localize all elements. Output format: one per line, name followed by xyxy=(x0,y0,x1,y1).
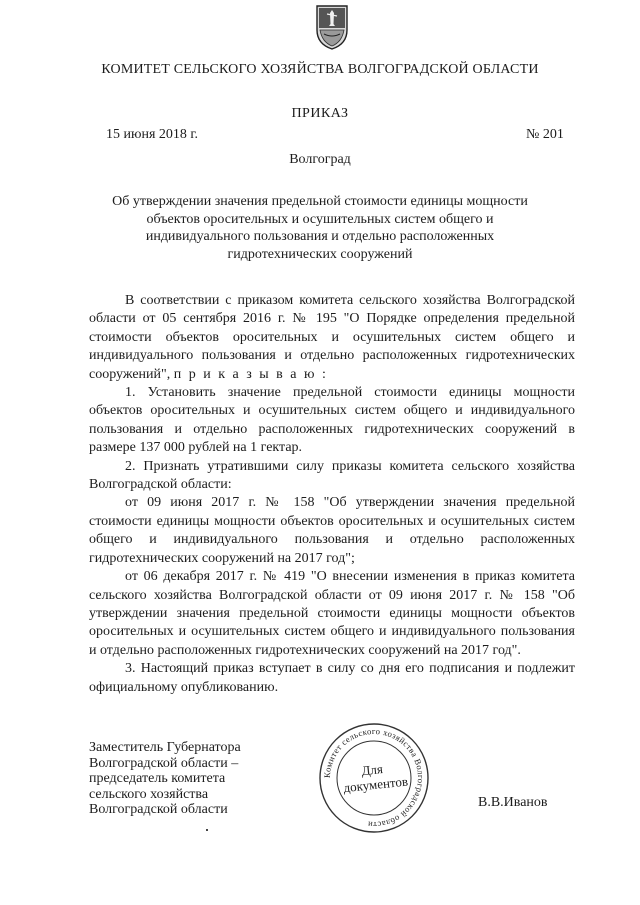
document-type: ПРИКАЗ xyxy=(291,106,349,121)
signer-line: сельского хозяйства xyxy=(89,786,209,802)
order-number: № 201 xyxy=(526,127,564,142)
coat-of-arms-icon xyxy=(314,4,350,50)
signer-line: Заместитель Губернатора xyxy=(89,740,241,755)
signer-line: Волгоградской области – xyxy=(89,755,239,771)
signer-position xyxy=(89,740,241,818)
stamp-center-line: документов xyxy=(342,773,409,796)
order-city: Волгоград xyxy=(289,152,351,167)
item-2: 2. Признать утратившими силу приказы комитета сельского хозяйства Волгоградской области: xyxy=(89,458,575,493)
item-1: 1. Установить значение предельной стоимости единицы мощности объектов оросительных и осушительных систем общего и индивидуального пользования и отдельно расположенных гидротехнических сооружений в размере 137 000 рублей на 1 гектар. xyxy=(89,385,575,456)
title-line: гидротехнических сооружений xyxy=(227,246,413,262)
intro-paragraph xyxy=(89,292,575,384)
stamp-center-line: Для xyxy=(360,761,384,779)
title-line: индивидуального пользования и отдельно расположенных xyxy=(145,229,495,244)
item-2-a: от 09 июня 2017 г. № 158 "Об утверждении значения предельной стоимости единицы мощности объектов оросительных и осушительных систем общего и индивидуального пользования и отдельно расположенных гидротехнических сооружений на 2017 год"; xyxy=(89,495,575,566)
official-stamp xyxy=(318,722,430,834)
title-line: Об утверждении значения предельной стоимости единицы мощности xyxy=(112,194,528,209)
committee-name: КОМИТЕТ СЕЛЬСКОГО ХОЗЯЙСТВА ВОЛГОГРАДСКОЙ ОБЛАСТИ xyxy=(101,62,539,77)
title-line: объектов оросительных и осушительных систем общего и xyxy=(146,211,494,227)
intro-text: В соответствии с приказом комитета сельского хозяйства Волгоградской области от 05 сентября 2016 г. № 195 "О Порядке определения предельной стоимости объектов оросительных и осушительных систем общего и индивидуального пользования и отдельно расположенных гидротехнических сооружений", xyxy=(89,293,575,382)
scan-speck xyxy=(206,829,208,831)
signer-name: В.В.Иванов xyxy=(478,795,548,810)
stamp-ring-text: Комитет сельского хозяйства Волгоградской области xyxy=(321,725,427,831)
item-2-b: от 06 декабря 2017 г. № 419 "О внесении изменения в приказ комитета сельского хозяйства Волгоградской области от 09 июня 2017 г. № 158 "Об утверждении значения предельной стоимости единицы мощности объектов оросительных и осушительных систем общего и индивидуального пользования и отдельно расположенных гидротехнических сооружений на 2017 год". xyxy=(89,569,575,658)
order-body xyxy=(89,292,575,697)
order-title xyxy=(96,193,544,263)
signer-line: Волгоградской области xyxy=(89,802,228,817)
item-3: 3. Настоящий приказ вступает в силу со дня его подписания и подлежит официальному опубликованию. xyxy=(89,661,575,695)
signer-line: председатель комитета xyxy=(89,771,226,786)
intro-verb: п р и к а з ы в а ю : xyxy=(173,366,328,382)
order-date: 15 июня 2018 г. xyxy=(106,127,199,142)
